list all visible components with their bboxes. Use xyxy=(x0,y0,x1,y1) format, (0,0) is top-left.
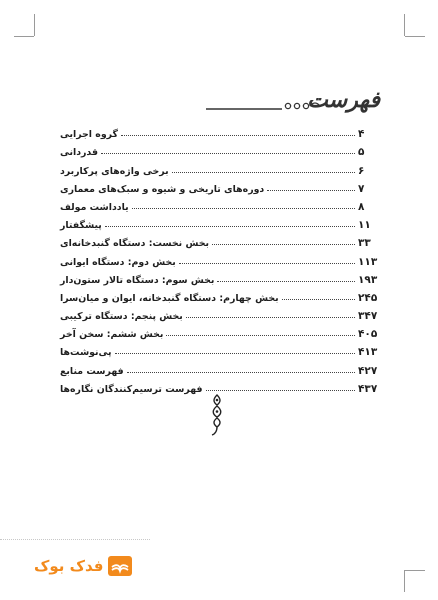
toc-leader-dots xyxy=(101,153,355,154)
toc-entry-label: فهرست ترسیم‌کنندگان نگاره‌ها xyxy=(60,383,203,395)
crop-mark-top-left-v xyxy=(34,14,35,36)
bottom-rule xyxy=(0,539,150,540)
toc-entry-page-number: ۷ xyxy=(358,182,365,195)
toc-leader-dots xyxy=(115,353,355,354)
toc-entry xyxy=(58,195,380,213)
toc-entry xyxy=(58,177,380,195)
toc-entry xyxy=(58,322,380,340)
toc-leader-dots xyxy=(282,299,355,300)
toc-entry-label: دوره‌های تاریخی و شیوه و سبک‌های معماری xyxy=(60,183,265,195)
crop-mark-top-right-v xyxy=(404,14,405,36)
toc-entry xyxy=(58,286,380,304)
toc-entry-page-number: ۳۳ xyxy=(358,237,371,250)
toc-leader-dots xyxy=(179,263,355,264)
toc-entry-page-number: ۴۱۳ xyxy=(358,346,378,359)
toc-leader-dots xyxy=(212,244,355,245)
toc-entry-label: برخی واژه‌های پرکاربرد xyxy=(60,165,169,177)
toc-entry xyxy=(58,304,380,322)
toc-entry xyxy=(58,213,380,231)
title-ornament-icon xyxy=(204,96,332,112)
toc-leader-dots xyxy=(206,390,355,391)
toc-entry-page-number: ۲۴۵ xyxy=(358,291,378,304)
toc-entry xyxy=(58,268,380,286)
toc-entry-page-number: ۸ xyxy=(358,200,365,213)
toc-entry-label: قدردانی xyxy=(60,147,98,159)
toc-entry xyxy=(58,158,380,176)
toc-entry-page-number: ۶ xyxy=(358,164,365,177)
toc-entry-label: فهرست منابع xyxy=(60,365,124,377)
toc-entry xyxy=(58,358,380,376)
title-block xyxy=(200,86,380,122)
toc-entry-page-number: ۱۱۳ xyxy=(358,255,378,268)
toc-entry-page-number: ۴۲۷ xyxy=(358,364,378,377)
toc-entry-label: گروه اجرایی xyxy=(60,129,118,141)
toc-entry-label: پیشگفتار xyxy=(60,220,102,232)
toc-entry-page-number: ۴۰۵ xyxy=(358,328,378,341)
toc-entry-page-number: ۵ xyxy=(358,146,365,159)
toc-entry-label: بخش ششم: سخن آخر xyxy=(60,329,164,341)
publisher-logo xyxy=(34,553,133,579)
toc-entry xyxy=(58,231,380,249)
book-logo-icon xyxy=(107,555,133,577)
toc-leader-dots xyxy=(105,226,355,227)
publisher-logo-text: فدک بوک xyxy=(34,557,104,575)
toc-entry-page-number: ۳۴۷ xyxy=(358,310,378,323)
crop-mark-top-left-h xyxy=(14,36,34,37)
toc-entry-label: یادداشت مولف xyxy=(60,201,129,213)
toc-leader-dots xyxy=(166,335,355,336)
toc-leader-dots xyxy=(267,190,355,191)
crop-mark-bottom-right-h xyxy=(405,570,425,571)
crop-mark-top-right-h xyxy=(405,36,425,37)
toc-leader-dots xyxy=(127,372,355,373)
toc-entry-page-number: ۱۱ xyxy=(358,219,371,232)
toc-entry-page-number: ۴۳۷ xyxy=(358,382,378,395)
toc-leader-dots xyxy=(132,208,355,209)
toc-entry xyxy=(58,140,380,158)
toc-leader-dots xyxy=(172,172,355,173)
toc-entry-label: پی‌نوشت‌ها xyxy=(60,347,112,359)
page-title: فهرست xyxy=(307,87,380,113)
toc-entry-label: بخش چهارم: دستگاه گنبدخانه، ایوان و میان‌سرا xyxy=(60,292,279,304)
toc-entry-page-number: ۱۹۳ xyxy=(358,273,378,286)
toc-entry-page-number: ۴ xyxy=(358,128,365,141)
toc-leader-dots xyxy=(121,135,355,136)
toc-leader-dots xyxy=(217,281,355,282)
crop-mark-bottom-right-v xyxy=(404,570,405,592)
toc-entry xyxy=(58,249,380,267)
toc-entry-label: بخش سوم: دستگاه تالار ستون‌دار xyxy=(60,274,215,286)
table-of-contents xyxy=(58,122,380,395)
toc-entry xyxy=(58,340,380,358)
toc-entry xyxy=(58,122,380,140)
toc-entry-label: بخش پنجم: دستگاه ترکیبی xyxy=(60,311,183,323)
toc-entry-label: بخش نخست: دستگاه گنبدخانه‌ای xyxy=(60,238,209,250)
toc-leader-dots xyxy=(186,317,355,318)
floral-ornament-icon xyxy=(207,393,227,437)
toc-entry-label: بخش دوم: دستگاه ایوانی xyxy=(60,256,176,268)
